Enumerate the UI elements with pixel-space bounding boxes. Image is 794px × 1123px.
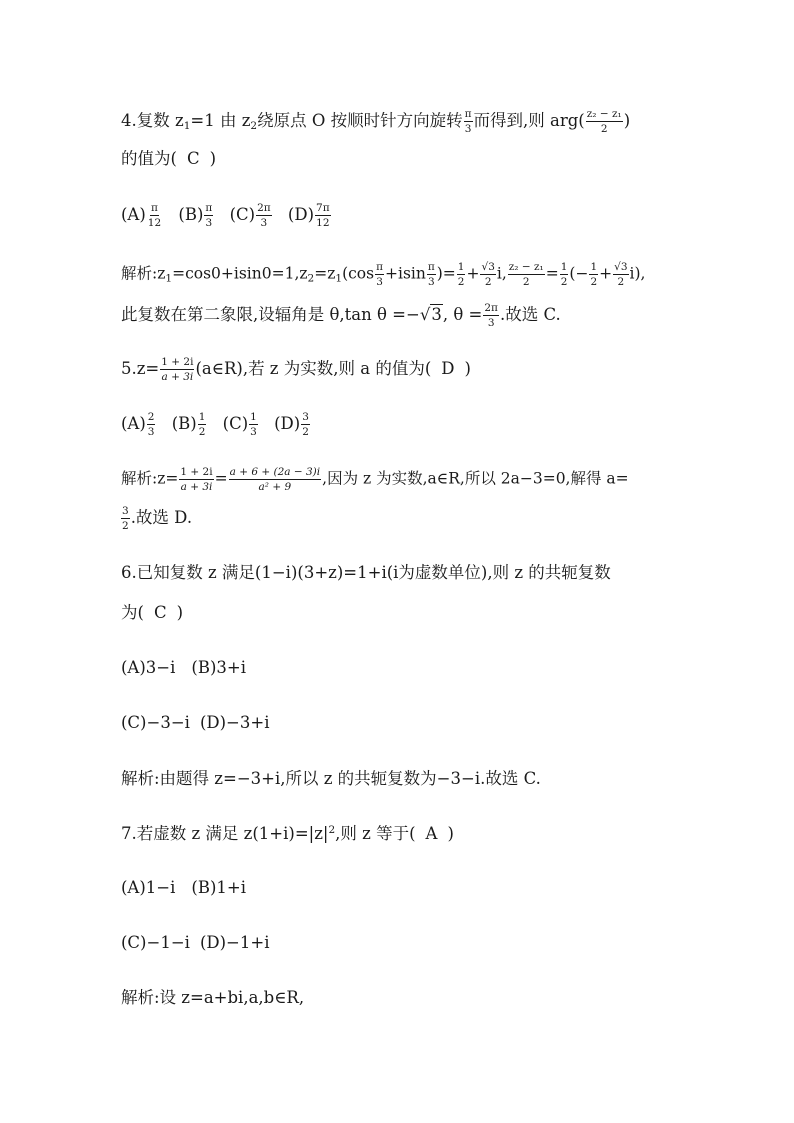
q4-solution-line1: 解析$:z_1=\cos 0+isin0=1,z_2=z_1(\cos$ $\frac{\pi}{3}$ +isin $\frac{\pi}{3}$ )= $\frac{1}{2}$ + $\frac{√3}{2}$ i, $\frac{\text{z₂ − z₁}}{2}$ = $\frac{1}{2}$ (− $\frac{1}{2}$ + $\frac{√3}{2}$ i), [121, 261, 646, 289]
q6-options-row1 [121, 660, 246, 677]
fraction: $\frac{\text{z₂ − z₁}}{2}$ [586, 108, 622, 136]
q4-options [121, 202, 342, 229]
q5-stem: 5.z= $\frac{1 + 2i}{a + 3i}$ (a∈R),若 z 为实数,则 a 的值为( D ) [121, 356, 471, 384]
q7-options-row1 [121, 880, 246, 897]
q4-text: 4.复数 z [121, 111, 184, 131]
option-c: (C)−1−i [121, 933, 190, 952]
subscript: 2 [250, 120, 258, 133]
q6-options-row2 [121, 715, 269, 732]
option-d: (D) $\frac{3}{2}$ [274, 411, 309, 439]
q4-text: ) [209, 149, 216, 168]
option-a: (A) $\frac{\pi}{12}$ [121, 202, 162, 230]
option-b: (B) $\frac{1}{2}$ [171, 411, 206, 439]
q6-stem-line1: 6.已知复数 z 满足(1−i)(3+z)=1+i(i为虚数单位),则 z 的共轭复数 [121, 563, 611, 582]
q7-solution: 解析:设 z=a+bi,a,b∈R, [121, 988, 305, 1007]
option-c: (C)−3−i [121, 713, 190, 732]
option-a: (A) $\frac{2}{3}$ [121, 411, 155, 439]
fraction: $\frac{\pi}{3}$ [464, 108, 472, 136]
q4-stem-line1 [121, 108, 630, 135]
q4-text: 的值为( [121, 149, 177, 168]
option-b: (B)1+i [191, 878, 246, 897]
option-d: (D)−3+i [199, 713, 270, 732]
q4-text: 而得到,则 arg( [473, 111, 585, 131]
option-d: (D) $\frac{7\pi}{12}$ [287, 202, 330, 230]
q7-stem: 7.若虚数 z 满足 $z(1+i)=|z|^2$,则 z 等于( A ) [121, 824, 454, 843]
q5-solution-line2: $\frac{3}{2}$ .故选 D. [122, 505, 193, 533]
q7-options-row2 [121, 935, 269, 952]
option-a: (A)3−i [121, 658, 176, 677]
subscript: 1 [183, 120, 191, 133]
q5-options [121, 411, 321, 438]
sqrt: √3 [419, 305, 442, 325]
q6-solution: 解析:由题得 z=−3+i,所以 z 的共轭复数为−3−i.故选 C. [121, 769, 541, 788]
answer-choice: D [441, 359, 455, 379]
option-c: (C) $\frac{2\pi}{3}$ [229, 202, 271, 230]
option-b: (B)3+i [191, 658, 246, 677]
answer-choice: C [186, 149, 200, 168]
q5-solution-line1: 解析:z= $\frac{1 + 2i}{a + 3i}$ = $\frac{a + 6 + (2a - 3)i}{\text{a² + 9}}$ ,因为 z 为实数,a∈R,所以 2a−3=0,解得 a= [121, 466, 629, 494]
q4-text: ) [623, 111, 631, 131]
q4-text: 绕原点 O 按顺时针方向旋转 [257, 111, 463, 131]
q6-stem-line2: 为( C ) [121, 603, 183, 622]
option-d: (D)−1+i [199, 933, 270, 952]
option-b: (B) $\frac{\pi}{3}$ [178, 202, 213, 230]
q4-text: =1 由 z [190, 111, 251, 131]
option-c: (C) $\frac{1}{3}$ [222, 411, 257, 439]
option-a: (A)1−i [121, 878, 176, 897]
q4-stem-line2 [121, 151, 216, 168]
q4-solution-line2: 此复数在第二象限,设辐角是 θ,tan θ =−√3, θ = $\frac{2\pi}{3}$ .故选 C. [121, 302, 561, 330]
answer-choice: C [153, 603, 167, 622]
answer-choice: A [425, 824, 438, 843]
